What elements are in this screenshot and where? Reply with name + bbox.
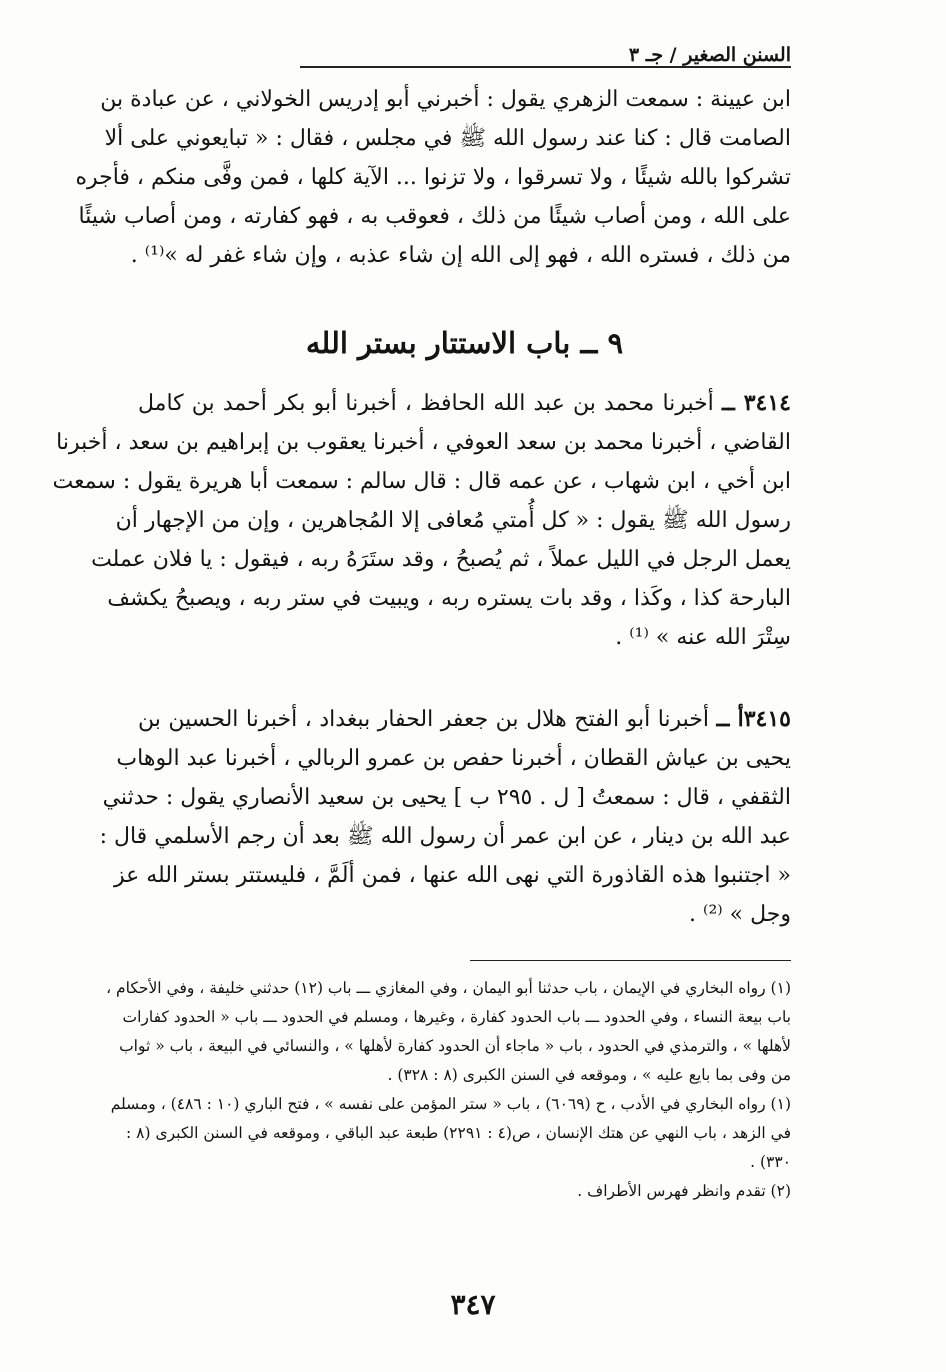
hadith-line: ابن أخي ، ابن شهاب ، عن عمه قال : قال سالم : سمعت أبا هريرة يقول : سمعت (52, 469, 791, 494)
hadith-line: سِتْرَ الله عنه » ⁽¹⁾ . (615, 625, 791, 650)
hadith-3414 (52, 384, 791, 657)
hadith-text: أخبرنا أبو الفتح هلال بن جعفر الحفار ببغداد ، أخبرنا الحسين بن (138, 707, 710, 732)
header-rule (300, 66, 791, 68)
header-title: السنن الصغير / جـ ٣ (628, 44, 791, 66)
hadith-number: ٣٤١٥أ ــ (716, 706, 791, 732)
hadith-number: ٣٤١٤ ــ (721, 390, 791, 416)
hadith-line: « اجتنبوا هذه القاذورة التي نهى الله عنها ، فمن ألَمَّ ، فليستتر بستر الله عز (113, 863, 791, 888)
hadith-line: القاضي ، أخبرنا محمد بن سعد العوفي ، أخبرنا يعقوب بن إبراهيم بن سعد ، أخبرنا (56, 430, 791, 455)
footnote-line: من وفى بما بايع عليه » ، وموقعه في السنن الكبرى (٨ : ٣٢٨) . (387, 1066, 791, 1084)
intro-line: من ذلك ، فستره الله ، فهو إلى الله إن شاء عذبه ، وإن شاء غفر له »⁽¹⁾ . (130, 243, 791, 268)
footnote-rule (470, 960, 791, 961)
hadith-line: الثقفي ، قال : سمعتُ [ ل . ٢٩٥ ب ] يحيى بن سعيد الأنصاري يقول : حدثني (102, 785, 791, 810)
intro-paragraph (75, 80, 791, 275)
hadith-line: عبد الله بن دينار ، عن ابن عمر أن رسول الله ﷺ بعد أن رجم الأسلمي قال : (99, 824, 791, 849)
footnote-line: ٣٣٠) . (750, 1153, 791, 1171)
footnote-line: باب بيعة النساء ، وفي الحدود ـــ باب الحدود كفارة ، وغيرها ، ومسلم في الحدود ـــ باب « الحدود كفارات (122, 1008, 791, 1026)
hadith-line (138, 384, 791, 423)
hadith-line: البارحة كذا ، وكَذا ، وقد بات يستره ربه ، ويبيت في ستر ربه ، ويصبحُ يكشف (107, 586, 791, 611)
footnote-line: لأهلها » ، والترمذي في الحدود ، باب « ماجاء أن الحدود كفارة لأهلها » ، والنسائي في البيعة ، باب « ثواب (119, 1037, 791, 1055)
intro-line: ابن عيينة : سمعت الزهري يقول : أخبرني أبو إدريس الخولاني ، عن عبادة بن (100, 87, 791, 112)
hadith-3415 (99, 700, 791, 934)
hadith-line (138, 700, 791, 739)
footnote-line: (١) رواه البخاري في الأدب ، ح (٦٠٦٩) ، باب « ستر المؤمن على نفسه » ، فتح الباري (١٠ : ٤٨٦) ، ومسلم (110, 1095, 791, 1113)
hadith-line: يعمل الرجل في الليل عملاً ، ثم يُصبحُ ، وقد ستَرَهُ ربه ، فيقول : يا فلان عملت (91, 547, 791, 572)
intro-line: على الله ، ومن أصاب شيئًا من ذلك ، فعوقب به ، فهو كفارته ، ومن أصاب شيئًا (78, 204, 791, 229)
footnotes (106, 974, 791, 1206)
footnote-line: (١) رواه البخاري في الإيمان ، باب حدثنا أبو اليمان ، وفي المغازي ـــ باب (١٢) حدثني خليفة ، وفي الأحكام ، (106, 979, 791, 997)
hadith-text: أخبرنا محمد بن عبد الله الحافظ ، أخبرنا أبو بكر أحمد بن كامل (138, 391, 714, 416)
page-number: ٣٤٧ (450, 1288, 496, 1321)
hadith-line: رسول الله ﷺ يقول : « كل أُمتي مُعافى إلا المُجاهرين ، وإن من الإجهار أن (115, 508, 791, 533)
intro-line: الصامت قال : كنا عند رسول الله ﷺ في مجلس ، فقال : « تبايعوني على ألا (104, 126, 791, 151)
hadith-line: يحيى بن عياش القطان ، أخبرنا حفص بن عمرو الربالي ، أخبرنا عبد الوهاب (116, 746, 791, 771)
intro-line: تشركوا بالله شيئًا ، ولا تسرقوا ، ولا تزنوا ... الآية كلها ، فمن وفَّى منكم ، فأجره (75, 165, 791, 190)
section-heading: ٩ ــ باب الاستتار بستر الله (305, 326, 624, 360)
hadith-line: وجل » ⁽²⁾ . (689, 902, 791, 927)
footnote-line: (٢) تقدم وانظر فهرس الأطراف . (577, 1182, 791, 1200)
footnote-line: في الزهد ، باب النهي عن هتك الإنسان ، ص(٤ : ٢٢٩١) طبعة عبد الباقي ، وموقعه في السنن الكبرى (٨ : (126, 1124, 791, 1142)
